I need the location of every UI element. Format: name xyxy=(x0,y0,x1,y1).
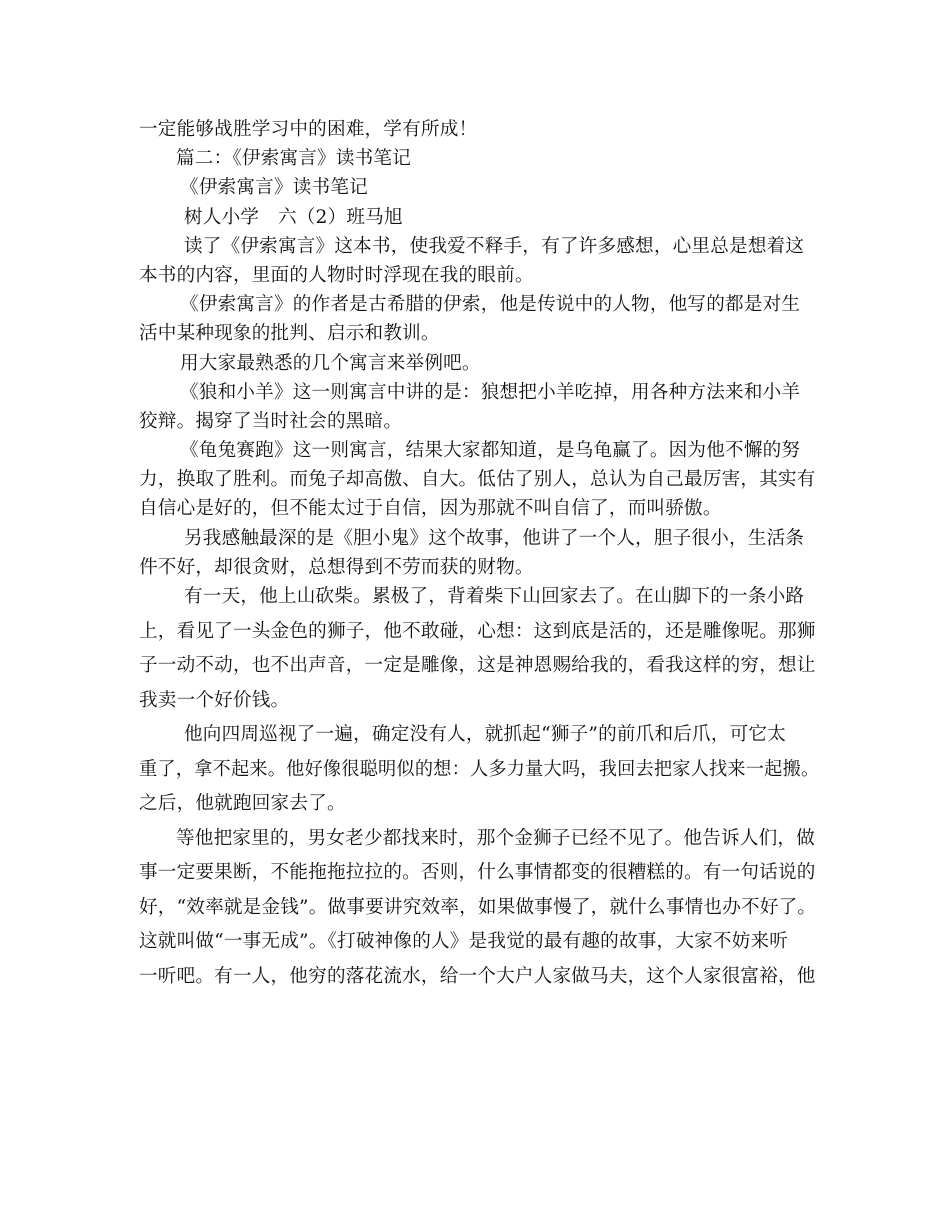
text-line: 一听吧。有一人，他穷的落花流水，给一个大户人家做马夫，这个人家很富裕，他 xyxy=(139,965,816,987)
text-line: 《狼和小羊》这一则寓言中讲的是：狼想把小羊吃掉，用各种方法来和小羊 xyxy=(180,381,801,403)
text-line: 我卖一个好价钱。 xyxy=(139,689,290,711)
document-body-text xyxy=(139,115,819,996)
text-line: 《伊索寓言》读书笔记 xyxy=(180,177,368,199)
text-line: 《龟兔赛跑》这一则寓言，结果大家都知道，是乌龟赢了。因为他不懈的努 xyxy=(180,440,801,462)
text-line: 用大家最熟悉的几个寓言来举例吧。 xyxy=(180,352,481,374)
text-line: 活中某种现象的批判、启示和教训。 xyxy=(139,323,440,345)
text-line: 狡辩。揭穿了当时社会的黑暗。 xyxy=(139,410,403,432)
text-line: 之后，他就跑回家去了。 xyxy=(139,793,346,814)
text-line: 力，换取了胜利。而兔子却高傲、自大。低估了别人，总认为自己最厉害，其实有 xyxy=(139,469,816,491)
text-line: 另我感触最深的是《胆小鬼》这个故事，他讲了一个人，胆子很小，生活条 xyxy=(184,527,805,549)
text-line: 好，“效率就是金钱”。做事要讲究效率，如果做事慢了，就什么事情也办不好了。 xyxy=(139,896,817,918)
text-line: 树人小学 六（2）班马旭 xyxy=(184,206,403,228)
text-line: 读了《伊索寓言》这本书，使我爱不释手，有了许多感想，心里总是想着这 xyxy=(184,235,805,257)
text-line: 这就叫做“一事无成”。《打破神像的人》是我觉的最有趣的故事，大家不妨来听 xyxy=(139,931,789,952)
text-line: 他向四周巡视了一遍，确定没有人，就抓起“狮子”的前爪和后爪，可它太 xyxy=(184,724,787,745)
text-line: 子一动不动，也不出声音，一定是雕像，这是神恩赐给我的，看我这样的穷，想让 xyxy=(139,655,816,676)
text-line: 上，看见了一头金色的狮子，他不敢碰，心想：这到底是活的，还是雕像呢。那狮 xyxy=(139,620,816,642)
text-line: 《伊索寓言》的作者是古希腊的伊索，他是传说中的人物，他写的都是对生 xyxy=(180,294,801,316)
text-line: 等他把家里的，男女老少都找来时，那个金狮子已经不见了。他告诉人们，做 xyxy=(176,827,815,849)
text-line: 有一天，他上山砍柴。累极了，背着柴下山回家去了。在山脚下的一条小路 xyxy=(184,586,805,607)
text-line: 自信心是好的，但不能太过于自信，因为那就不叫自信了，而叫骄傲。 xyxy=(139,498,722,520)
text-line: 件不好，却很贪财，总想得到不劳而获的财物。 xyxy=(139,556,534,578)
text-line: 一定能够战胜学习中的困难，学有所成！ xyxy=(139,119,478,140)
text-line: 本书的内容，里面的人物时时浮现在我的眼前。 xyxy=(139,264,534,286)
text-line: 事一定要果断，不能拖拖拉拉的。否则，什么事情都变的很糟糕的。有一句话说的 xyxy=(139,862,816,883)
text-line: 重了，拿不起来。他好像很聪明似的想：人多力量大吗，我回去把家人找来一起搬。 xyxy=(139,758,820,780)
text-line: 篇二：《伊索寓言》读书笔记 xyxy=(176,148,412,170)
